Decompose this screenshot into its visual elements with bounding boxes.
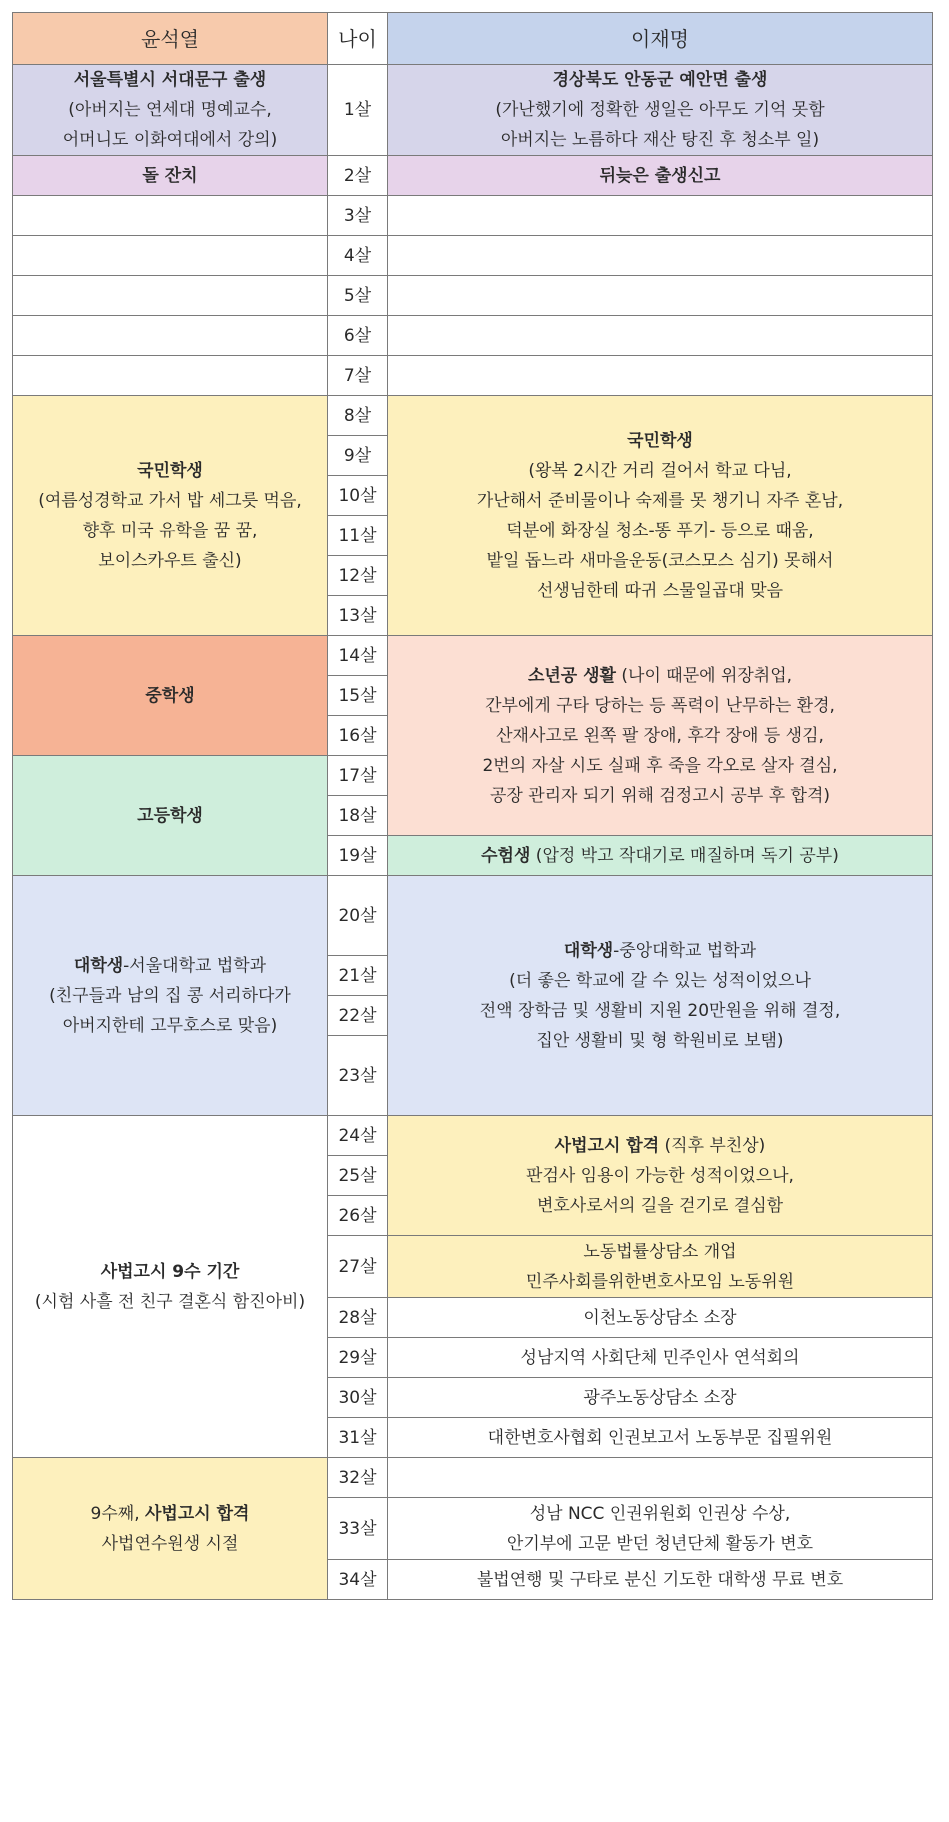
left-middle-school: 중학생 [13, 636, 328, 756]
age-cell: 30살 [328, 1378, 388, 1418]
right-factory-worker-cell [388, 636, 933, 836]
header-left: 윤석열 [13, 13, 328, 65]
left-empty-cell [13, 356, 328, 396]
right-age33-line: 성남 NCC 인권위원회 인권상 수상, [529, 1503, 791, 1524]
right-empty-cell [388, 236, 933, 276]
right-elementary-cell [388, 396, 933, 636]
right-empty-cell [388, 316, 933, 356]
right-worker-line: 2번의 자살 시도 실패 후 죽을 각오로 살자 결심, [482, 755, 838, 776]
right-worker-line: 산재사고로 왼쪽 팔 장애, 후각 장애 등 생김, [496, 725, 824, 746]
right-birth-line: (가난했기에 정확한 생일은 아무도 기억 못함 [495, 100, 825, 120]
left-birth-title: 서울특별시 서대문구 출생 [73, 70, 267, 90]
right-bar-exam-note: (직후 부친상) [659, 1135, 766, 1156]
left-empty-cell [13, 316, 328, 356]
right-birth-title: 경상북도 안동군 예안면 출생 [552, 70, 768, 90]
right-worker-line: 공장 관리자 되기 위해 검정고시 공부 후 합격) [489, 785, 831, 806]
left-elementary-title: 국민학생 [137, 460, 203, 481]
right-empty-cell [388, 356, 933, 396]
left-bar-pass-line: 사법연수원생 시절 [101, 1533, 239, 1554]
right-university-line: 집안 생활비 및 형 학원비로 보탬) [536, 1030, 784, 1051]
age-cell: 27살 [328, 1236, 388, 1298]
right-university-line: (더 좋은 학교에 갈 수 있는 성적이었으나 [509, 970, 811, 991]
left-university-title: 대학생 [73, 955, 124, 976]
right-empty-cell [388, 276, 933, 316]
left-university-name: -서울대학교 법학과 [123, 955, 267, 976]
right-age30-cell: 광주노동상담소 소장 [388, 1378, 933, 1418]
right-university-line: 전액 장학금 및 생활비 지원 20만원을 위해 결정, [479, 1000, 841, 1021]
age-cell: 32살 [328, 1458, 388, 1498]
age-cell: 2살 [328, 156, 388, 196]
left-university-line: (친구들과 남의 집 콩 서리하다가 [49, 985, 291, 1006]
right-university-title: 대학생 [563, 940, 614, 961]
age-cell: 7살 [328, 356, 388, 396]
right-university-name: -중앙대학교 법학과 [613, 940, 757, 961]
right-age27-cell [388, 1236, 933, 1298]
right-worker-line: 간부에게 구타 당하는 등 폭력이 난무하는 환경, [485, 695, 835, 716]
right-birth-line: 아버지는 노름하다 재산 탕진 후 청소부 일) [500, 130, 820, 150]
left-first-birthday: 돌 잔치 [13, 156, 328, 196]
age-cell: 18살 [328, 796, 388, 836]
right-elementary-line: (왕복 2시간 거리 걸어서 학교 다님, [528, 460, 792, 481]
age-cell: 20살 [328, 876, 388, 956]
right-elementary-line: 선생님한테 따귀 스물일곱대 맞음 [536, 580, 784, 601]
age-cell: 14살 [328, 636, 388, 676]
age-cell: 17살 [328, 756, 388, 796]
left-exam-period-line: (시험 사흘 전 친구 결혼식 함진아비) [34, 1291, 306, 1312]
right-birth-cell [388, 65, 933, 156]
right-empty-cell [388, 1458, 933, 1498]
left-birth-line: 어머니도 이화여대에서 강의) [62, 130, 278, 150]
left-exam-period-cell [13, 1116, 328, 1458]
left-empty-cell [13, 276, 328, 316]
left-empty-cell [13, 196, 328, 236]
age-cell: 8살 [328, 396, 388, 436]
age-cell: 15살 [328, 676, 388, 716]
left-bar-pass-prefix: 9수째, [90, 1503, 145, 1524]
right-elementary-line: 밭일 돕느라 새마을운동(코스모스 심기) 못해서 [486, 550, 834, 571]
right-empty-cell [388, 196, 933, 236]
left-elementary-cell [13, 396, 328, 636]
age-cell: 3살 [328, 196, 388, 236]
right-age33-cell [388, 1498, 933, 1560]
right-late-registration: 뒤늦은 출생신고 [388, 156, 933, 196]
right-age29-cell: 성남지역 사회단체 민주인사 연석회의 [388, 1338, 933, 1378]
age-cell: 24살 [328, 1116, 388, 1156]
right-age34-cell: 불법연행 및 구타로 분신 기도한 대학생 무료 변호 [388, 1560, 933, 1600]
header-age: 나이 [328, 13, 388, 65]
left-exam-period-title: 사법고시 9수 기간 [100, 1261, 240, 1282]
left-elementary-line: 향후 미국 유학을 꿈 꿈, [82, 520, 258, 541]
right-exam-student-cell [388, 836, 933, 876]
right-worker-note: (나이 때문에 위장취업, [615, 665, 793, 686]
left-birth-line: (아버지는 연세대 명예교수, [68, 100, 272, 120]
left-high-school: 고등학생 [13, 756, 328, 876]
right-bar-exam-cell [388, 1116, 933, 1236]
right-worker-title: 소년공 생활 [527, 665, 616, 686]
age-cell: 10살 [328, 476, 388, 516]
right-age28-cell: 이천노동상담소 소장 [388, 1298, 933, 1338]
age-cell: 6살 [328, 316, 388, 356]
left-bar-pass-title: 사법고시 합격 [145, 1503, 250, 1524]
right-university-cell [388, 876, 933, 1116]
age-cell: 12살 [328, 556, 388, 596]
right-age31-cell: 대한변호사협회 인권보고서 노동부문 집필위원 [388, 1418, 933, 1458]
age-cell: 33살 [328, 1498, 388, 1560]
age-cell: 19살 [328, 836, 388, 876]
right-bar-exam-title: 사법고시 합격 [554, 1135, 660, 1156]
age-cell: 25살 [328, 1156, 388, 1196]
age-cell: 31살 [328, 1418, 388, 1458]
age-cell: 9살 [328, 436, 388, 476]
header-right: 이재명 [388, 13, 933, 65]
right-elementary-line: 덕분에 화장실 청소-똥 푸기- 등으로 때움, [506, 520, 814, 541]
age-cell: 1살 [328, 65, 388, 156]
age-cell: 21살 [328, 956, 388, 996]
left-elementary-line: (여름성경학교 가서 밥 세그릇 먹음, [38, 490, 302, 511]
right-age27-line: 노동법률상담소 개업 [583, 1241, 737, 1262]
left-birth-cell [13, 65, 328, 156]
age-cell: 4살 [328, 236, 388, 276]
right-bar-exam-line: 변호사로서의 길을 걷기로 결심함 [536, 1195, 784, 1216]
age-cell: 23살 [328, 1036, 388, 1116]
right-age33-line: 안기부에 고문 받던 청년단체 활동가 변호 [506, 1533, 814, 1554]
right-bar-exam-line: 판검사 임용이 가능한 성적이었으나, [526, 1165, 794, 1186]
age-cell: 16살 [328, 716, 388, 756]
age-cell: 29살 [328, 1338, 388, 1378]
right-age27-line: 민주사회를위한변호사모임 노동위원 [525, 1271, 795, 1292]
age-cell: 13살 [328, 596, 388, 636]
right-exam-student-title: 수험생 [481, 845, 531, 866]
age-cell: 26살 [328, 1196, 388, 1236]
left-bar-pass-cell [13, 1458, 328, 1600]
left-elementary-line: 보이스카우트 출신) [98, 550, 242, 571]
age-cell: 22살 [328, 996, 388, 1036]
right-exam-student-note: (압정 박고 작대기로 매질하며 독기 공부) [530, 845, 839, 866]
left-university-cell [13, 876, 328, 1116]
age-cell: 11살 [328, 516, 388, 556]
age-cell: 34살 [328, 1560, 388, 1600]
biography-comparison-table [12, 12, 933, 1600]
right-elementary-line: 가난해서 준비물이나 숙제를 못 챙기니 자주 혼남, [476, 490, 844, 511]
age-cell: 5살 [328, 276, 388, 316]
right-elementary-title: 국민학생 [627, 430, 693, 451]
left-empty-cell [13, 236, 328, 276]
left-university-line: 아버지한테 고무호스로 맞음) [62, 1015, 278, 1036]
age-cell: 28살 [328, 1298, 388, 1338]
